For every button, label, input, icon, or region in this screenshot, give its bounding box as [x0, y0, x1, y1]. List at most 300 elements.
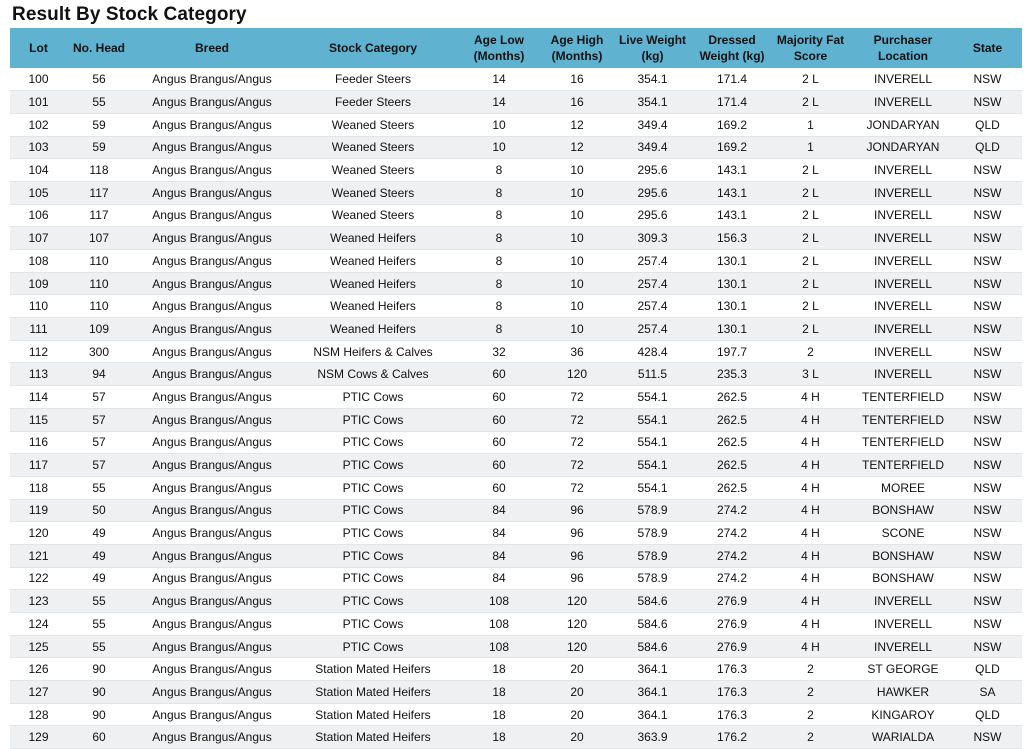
table-row — [10, 681, 1022, 704]
cell-lot: 123 — [10, 590, 67, 613]
cell-stock-category: Weaned Heifers — [293, 318, 453, 341]
cell-no-head: 90 — [67, 658, 131, 681]
table-row — [10, 340, 1022, 363]
cell-lot: 105 — [10, 181, 67, 204]
cell-state: NSW — [953, 476, 1022, 499]
cell-stock-category: Feeder Steers — [293, 91, 453, 114]
cell-breed: Angus Brangus/Angus — [131, 726, 293, 749]
cell-fat-score: 2 L — [768, 295, 853, 318]
table-body — [10, 68, 1022, 749]
cell-age-high: 120 — [545, 590, 609, 613]
cell-dressed-weight: 176.2 — [696, 726, 768, 749]
cell-state: NSW — [953, 181, 1022, 204]
cell-age-high: 96 — [545, 499, 609, 522]
cell-state: NSW — [953, 204, 1022, 227]
cell-dressed-weight: 197.7 — [696, 340, 768, 363]
cell-purchaser-location: TENTERFIELD — [853, 386, 953, 409]
column-header-age-low — [453, 28, 545, 68]
table-row — [10, 635, 1022, 658]
cell-dressed-weight: 130.1 — [696, 295, 768, 318]
cell-live-weight: 578.9 — [609, 567, 696, 590]
table-row — [10, 318, 1022, 341]
cell-breed: Angus Brangus/Angus — [131, 227, 293, 250]
cell-lot: 128 — [10, 703, 67, 726]
cell-breed: Angus Brangus/Angus — [131, 567, 293, 590]
cell-no-head: 59 — [67, 136, 131, 159]
cell-state: NSW — [953, 613, 1022, 636]
cell-dressed-weight: 143.1 — [696, 204, 768, 227]
cell-purchaser-location: JONDARYAN — [853, 136, 953, 159]
column-header-breed — [131, 28, 293, 68]
cell-age-low: 84 — [453, 544, 545, 567]
cell-live-weight: 349.4 — [609, 113, 696, 136]
cell-lot: 101 — [10, 91, 67, 114]
cell-age-high: 36 — [545, 340, 609, 363]
cell-lot: 100 — [10, 68, 67, 91]
cell-age-low: 18 — [453, 726, 545, 749]
cell-lot: 126 — [10, 658, 67, 681]
cell-stock-category: PTIC Cows — [293, 635, 453, 658]
cell-state: NSW — [953, 295, 1022, 318]
table-row — [10, 499, 1022, 522]
cell-fat-score: 4 H — [768, 635, 853, 658]
cell-state: NSW — [953, 431, 1022, 454]
cell-age-low: 32 — [453, 340, 545, 363]
column-header-line: Dressed — [708, 33, 756, 47]
cell-live-weight: 295.6 — [609, 181, 696, 204]
cell-lot: 110 — [10, 295, 67, 318]
cell-purchaser-location: INVERELL — [853, 227, 953, 250]
column-header-state — [953, 28, 1022, 68]
cell-fat-score: 4 H — [768, 613, 853, 636]
cell-breed: Angus Brangus/Angus — [131, 318, 293, 341]
table-row — [10, 386, 1022, 409]
cell-dressed-weight: 262.5 — [696, 454, 768, 477]
cell-live-weight: 554.1 — [609, 431, 696, 454]
cell-live-weight: 257.4 — [609, 272, 696, 295]
cell-dressed-weight: 171.4 — [696, 68, 768, 91]
cell-age-low: 18 — [453, 703, 545, 726]
column-header-line: Breed — [194, 41, 229, 55]
cell-lot: 113 — [10, 363, 67, 386]
table-row — [10, 613, 1022, 636]
cell-breed: Angus Brangus/Angus — [131, 635, 293, 658]
cell-age-high: 16 — [545, 68, 609, 91]
cell-state: NSW — [953, 340, 1022, 363]
cell-age-low: 10 — [453, 136, 545, 159]
cell-breed: Angus Brangus/Angus — [131, 363, 293, 386]
cell-lot: 118 — [10, 476, 67, 499]
cell-age-high: 10 — [545, 204, 609, 227]
cell-stock-category: PTIC Cows — [293, 476, 453, 499]
cell-no-head: 57 — [67, 408, 131, 431]
cell-stock-category: Station Mated Heifers — [293, 703, 453, 726]
cell-purchaser-location: ST GEORGE — [853, 658, 953, 681]
cell-stock-category: Weaned Heifers — [293, 250, 453, 273]
cell-stock-category: Weaned Steers — [293, 204, 453, 227]
cell-breed: Angus Brangus/Angus — [131, 476, 293, 499]
cell-fat-score: 2 — [768, 340, 853, 363]
cell-stock-category: Weaned Heifers — [293, 295, 453, 318]
cell-state: NSW — [953, 318, 1022, 341]
cell-state: NSW — [953, 363, 1022, 386]
column-header-lot — [10, 28, 67, 68]
cell-no-head: 90 — [67, 703, 131, 726]
table-row — [10, 522, 1022, 545]
table-row — [10, 658, 1022, 681]
cell-age-low: 8 — [453, 181, 545, 204]
cell-stock-category: Station Mated Heifers — [293, 726, 453, 749]
cell-age-low: 8 — [453, 227, 545, 250]
cell-dressed-weight: 262.5 — [696, 431, 768, 454]
cell-live-weight: 578.9 — [609, 499, 696, 522]
column-header-line: (Months) — [473, 49, 525, 63]
cell-fat-score: 4 H — [768, 431, 853, 454]
table-row — [10, 113, 1022, 136]
cell-fat-score: 2 L — [768, 91, 853, 114]
column-header-line: Majority Fat — [776, 33, 845, 47]
cell-purchaser-location: INVERELL — [853, 318, 953, 341]
page-title: Result By Stock Category — [12, 4, 247, 25]
cell-lot: 115 — [10, 408, 67, 431]
cell-age-low: 8 — [453, 295, 545, 318]
cell-fat-score: 3 L — [768, 363, 853, 386]
cell-fat-score: 4 H — [768, 408, 853, 431]
cell-stock-category: Station Mated Heifers — [293, 681, 453, 704]
cell-dressed-weight: 274.2 — [696, 567, 768, 590]
cell-purchaser-location: TENTERFIELD — [853, 408, 953, 431]
cell-live-weight: 364.1 — [609, 681, 696, 704]
cell-stock-category: PTIC Cows — [293, 613, 453, 636]
cell-purchaser-location: TENTERFIELD — [853, 431, 953, 454]
table-row — [10, 68, 1022, 91]
cell-dressed-weight: 262.5 — [696, 408, 768, 431]
cell-state: NSW — [953, 499, 1022, 522]
cell-state: NSW — [953, 386, 1022, 409]
cell-age-low: 18 — [453, 658, 545, 681]
cell-stock-category: Weaned Steers — [293, 113, 453, 136]
cell-age-high: 12 — [545, 113, 609, 136]
cell-purchaser-location: TENTERFIELD — [853, 454, 953, 477]
cell-dressed-weight: 171.4 — [696, 91, 768, 114]
cell-dressed-weight: 274.2 — [696, 522, 768, 545]
cell-live-weight: 364.1 — [609, 703, 696, 726]
cell-live-weight: 584.6 — [609, 613, 696, 636]
cell-purchaser-location: INVERELL — [853, 159, 953, 182]
cell-age-low: 84 — [453, 499, 545, 522]
cell-live-weight: 554.1 — [609, 386, 696, 409]
cell-age-low: 108 — [453, 635, 545, 658]
cell-no-head: 55 — [67, 635, 131, 658]
cell-breed: Angus Brangus/Angus — [131, 522, 293, 545]
cell-age-low: 60 — [453, 363, 545, 386]
cell-stock-category: Feeder Steers — [293, 68, 453, 91]
cell-dressed-weight: 169.2 — [696, 113, 768, 136]
cell-no-head: 94 — [67, 363, 131, 386]
table-row — [10, 431, 1022, 454]
column-header-line: Location — [878, 49, 928, 63]
cell-dressed-weight: 274.2 — [696, 544, 768, 567]
cell-lot: 120 — [10, 522, 67, 545]
column-header-line: (Months) — [551, 49, 603, 63]
cell-age-high: 10 — [545, 318, 609, 341]
cell-age-high: 72 — [545, 476, 609, 499]
cell-state: NSW — [953, 635, 1022, 658]
cell-fat-score: 2 L — [768, 318, 853, 341]
cell-lot: 121 — [10, 544, 67, 567]
cell-fat-score: 2 — [768, 726, 853, 749]
table-row — [10, 181, 1022, 204]
cell-stock-category: Weaned Steers — [293, 181, 453, 204]
cell-fat-score: 2 L — [768, 159, 853, 182]
cell-purchaser-location: INVERELL — [853, 363, 953, 386]
column-header-fat-score — [768, 28, 853, 68]
cell-live-weight: 309.3 — [609, 227, 696, 250]
cell-breed: Angus Brangus/Angus — [131, 68, 293, 91]
cell-age-high: 12 — [545, 136, 609, 159]
column-header-line: State — [972, 41, 1003, 55]
cell-no-head: 56 — [67, 68, 131, 91]
cell-age-low: 14 — [453, 91, 545, 114]
cell-dressed-weight: 262.5 — [696, 386, 768, 409]
cell-live-weight: 349.4 — [609, 136, 696, 159]
cell-age-high: 96 — [545, 522, 609, 545]
column-header-line: Age Low — [474, 33, 524, 47]
table-row — [10, 567, 1022, 590]
cell-breed: Angus Brangus/Angus — [131, 272, 293, 295]
cell-live-weight: 257.4 — [609, 295, 696, 318]
cell-state: NSW — [953, 68, 1022, 91]
table-row — [10, 204, 1022, 227]
cell-lot: 112 — [10, 340, 67, 363]
column-header-line: No. Head — [72, 41, 125, 55]
cell-breed: Angus Brangus/Angus — [131, 340, 293, 363]
cell-age-low: 60 — [453, 431, 545, 454]
cell-stock-category: Weaned Steers — [293, 136, 453, 159]
cell-age-low: 14 — [453, 68, 545, 91]
column-header-dressed-weight — [696, 28, 768, 68]
cell-breed: Angus Brangus/Angus — [131, 454, 293, 477]
cell-lot: 103 — [10, 136, 67, 159]
column-header-line: (kg) — [641, 49, 664, 63]
cell-age-high: 96 — [545, 567, 609, 590]
cell-state: NSW — [953, 726, 1022, 749]
cell-no-head: 50 — [67, 499, 131, 522]
cell-fat-score: 2 L — [768, 272, 853, 295]
cell-purchaser-location: INVERELL — [853, 91, 953, 114]
cell-age-low: 84 — [453, 567, 545, 590]
cell-stock-category: PTIC Cows — [293, 454, 453, 477]
cell-stock-category: PTIC Cows — [293, 386, 453, 409]
cell-live-weight: 584.6 — [609, 590, 696, 613]
cell-stock-category: PTIC Cows — [293, 408, 453, 431]
table-row — [10, 408, 1022, 431]
cell-breed: Angus Brangus/Angus — [131, 658, 293, 681]
cell-age-high: 72 — [545, 431, 609, 454]
cell-no-head: 110 — [67, 272, 131, 295]
cell-age-high: 120 — [545, 363, 609, 386]
cell-age-high: 72 — [545, 386, 609, 409]
cell-purchaser-location: BONSHAW — [853, 567, 953, 590]
cell-dressed-weight: 276.9 — [696, 635, 768, 658]
table-row — [10, 91, 1022, 114]
cell-breed: Angus Brangus/Angus — [131, 544, 293, 567]
cell-stock-category: NSM Heifers & Calves — [293, 340, 453, 363]
table-row — [10, 476, 1022, 499]
cell-no-head: 49 — [67, 544, 131, 567]
cell-breed: Angus Brangus/Angus — [131, 295, 293, 318]
column-header-line: Age High — [550, 33, 604, 47]
cell-stock-category: PTIC Cows — [293, 590, 453, 613]
cell-lot: 107 — [10, 227, 67, 250]
cell-lot: 127 — [10, 681, 67, 704]
cell-no-head: 118 — [67, 159, 131, 182]
cell-live-weight: 584.6 — [609, 635, 696, 658]
cell-purchaser-location: INVERELL — [853, 204, 953, 227]
cell-stock-category: PTIC Cows — [293, 544, 453, 567]
cell-purchaser-location: SCONE — [853, 522, 953, 545]
cell-age-high: 10 — [545, 295, 609, 318]
cell-live-weight: 554.1 — [609, 454, 696, 477]
cell-age-low: 8 — [453, 272, 545, 295]
column-header-age-high — [545, 28, 609, 68]
cell-state: QLD — [953, 703, 1022, 726]
cell-fat-score: 4 H — [768, 590, 853, 613]
cell-purchaser-location: INVERELL — [853, 340, 953, 363]
cell-no-head: 117 — [67, 181, 131, 204]
cell-live-weight: 578.9 — [609, 544, 696, 567]
cell-dressed-weight: 176.3 — [696, 703, 768, 726]
cell-live-weight: 364.1 — [609, 658, 696, 681]
cell-breed: Angus Brangus/Angus — [131, 613, 293, 636]
column-header-line: Live Weight — [618, 33, 687, 47]
cell-dressed-weight: 130.1 — [696, 250, 768, 273]
cell-no-head: 107 — [67, 227, 131, 250]
cell-lot: 117 — [10, 454, 67, 477]
cell-lot: 111 — [10, 318, 67, 341]
cell-no-head: 60 — [67, 726, 131, 749]
cell-dressed-weight: 276.9 — [696, 613, 768, 636]
cell-fat-score: 2 L — [768, 250, 853, 273]
cell-dressed-weight: 143.1 — [696, 159, 768, 182]
cell-purchaser-location: BONSHAW — [853, 544, 953, 567]
cell-age-high: 96 — [545, 544, 609, 567]
cell-breed: Angus Brangus/Angus — [131, 204, 293, 227]
cell-state: NSW — [953, 91, 1022, 114]
cell-age-low: 60 — [453, 476, 545, 499]
cell-fat-score: 4 H — [768, 499, 853, 522]
cell-purchaser-location: INVERELL — [853, 68, 953, 91]
header-row — [10, 28, 1022, 68]
cell-live-weight: 554.1 — [609, 408, 696, 431]
table-row — [10, 159, 1022, 182]
table-row — [10, 136, 1022, 159]
cell-breed: Angus Brangus/Angus — [131, 681, 293, 704]
cell-state: NSW — [953, 567, 1022, 590]
cell-breed: Angus Brangus/Angus — [131, 91, 293, 114]
cell-dressed-weight: 130.1 — [696, 272, 768, 295]
cell-fat-score: 2 L — [768, 181, 853, 204]
cell-lot: 109 — [10, 272, 67, 295]
cell-lot: 102 — [10, 113, 67, 136]
cell-age-low: 60 — [453, 386, 545, 409]
cell-age-high: 10 — [545, 272, 609, 295]
table-row — [10, 590, 1022, 613]
cell-no-head: 55 — [67, 613, 131, 636]
cell-stock-category: PTIC Cows — [293, 499, 453, 522]
cell-live-weight: 578.9 — [609, 522, 696, 545]
cell-fat-score: 2 L — [768, 204, 853, 227]
column-header-stock-category — [293, 28, 453, 68]
cell-live-weight: 295.6 — [609, 159, 696, 182]
cell-stock-category: Weaned Heifers — [293, 227, 453, 250]
cell-breed: Angus Brangus/Angus — [131, 431, 293, 454]
cell-fat-score: 4 H — [768, 454, 853, 477]
cell-no-head: 55 — [67, 476, 131, 499]
cell-stock-category: Weaned Steers — [293, 159, 453, 182]
cell-fat-score: 4 H — [768, 386, 853, 409]
cell-age-high: 20 — [545, 681, 609, 704]
cell-live-weight: 554.1 — [609, 476, 696, 499]
cell-live-weight: 363.9 — [609, 726, 696, 749]
cell-age-low: 8 — [453, 318, 545, 341]
cell-state: NSW — [953, 454, 1022, 477]
cell-state: NSW — [953, 159, 1022, 182]
cell-state: NSW — [953, 522, 1022, 545]
cell-no-head: 49 — [67, 522, 131, 545]
cell-purchaser-location: INVERELL — [853, 613, 953, 636]
table-row — [10, 250, 1022, 273]
cell-fat-score: 1 — [768, 113, 853, 136]
column-header-purchaser-location — [853, 28, 953, 68]
cell-breed: Angus Brangus/Angus — [131, 159, 293, 182]
cell-lot: 122 — [10, 567, 67, 590]
cell-fat-score: 4 H — [768, 567, 853, 590]
table-row — [10, 295, 1022, 318]
cell-purchaser-location: INVERELL — [853, 295, 953, 318]
cell-no-head: 90 — [67, 681, 131, 704]
cell-stock-category: Weaned Heifers — [293, 272, 453, 295]
cell-fat-score: 1 — [768, 136, 853, 159]
cell-lot: 114 — [10, 386, 67, 409]
table-row — [10, 227, 1022, 250]
cell-purchaser-location: JONDARYAN — [853, 113, 953, 136]
cell-no-head: 300 — [67, 340, 131, 363]
cell-purchaser-location: BONSHAW — [853, 499, 953, 522]
cell-purchaser-location: INVERELL — [853, 635, 953, 658]
cell-age-high: 16 — [545, 91, 609, 114]
cell-breed: Angus Brangus/Angus — [131, 136, 293, 159]
cell-age-low: 8 — [453, 204, 545, 227]
cell-live-weight: 354.1 — [609, 91, 696, 114]
cell-purchaser-location: HAWKER — [853, 681, 953, 704]
cell-lot: 125 — [10, 635, 67, 658]
cell-purchaser-location: INVERELL — [853, 272, 953, 295]
table-row — [10, 363, 1022, 386]
cell-breed: Angus Brangus/Angus — [131, 250, 293, 273]
cell-age-low: 108 — [453, 590, 545, 613]
cell-live-weight: 354.1 — [609, 68, 696, 91]
cell-purchaser-location: INVERELL — [853, 590, 953, 613]
cell-dressed-weight: 235.3 — [696, 363, 768, 386]
cell-dressed-weight: 262.5 — [696, 476, 768, 499]
cell-stock-category: PTIC Cows — [293, 567, 453, 590]
cell-lot: 119 — [10, 499, 67, 522]
cell-no-head: 57 — [67, 431, 131, 454]
cell-age-high: 10 — [545, 250, 609, 273]
column-header-no-head — [67, 28, 131, 68]
cell-age-high: 120 — [545, 613, 609, 636]
